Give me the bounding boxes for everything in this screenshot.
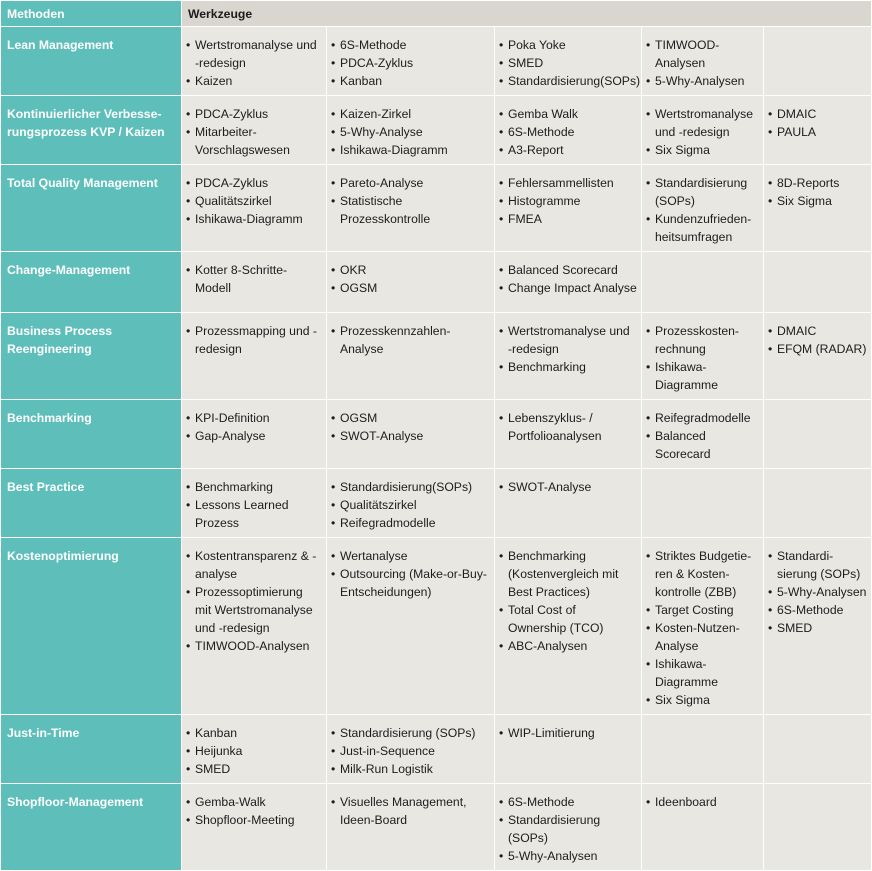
tool-cell (764, 715, 872, 784)
tool-cell (495, 715, 642, 784)
tool-item: • 5-Why-Analysen (646, 72, 759, 90)
tool-item: • Wertstromanalyse und -redesign (186, 36, 322, 72)
tool-item: • DMAIC (768, 105, 867, 123)
tool-cell (182, 27, 327, 96)
tool-list (186, 322, 322, 358)
tool-cell (182, 252, 327, 313)
tool-cell (495, 27, 642, 96)
table-row (1, 252, 872, 313)
tool-item: • Kotter 8-Schritte-Modell (186, 261, 322, 297)
tool-item: • Just-in-Sequence (331, 742, 490, 760)
tool-item: • Target Costing (646, 601, 759, 619)
tool-list (186, 174, 322, 228)
tool-cell (642, 27, 764, 96)
tool-item: • WIP-Limitierung (499, 724, 637, 742)
tool-item: • SMED (186, 760, 322, 778)
tool-cell (327, 784, 495, 871)
tool-list (331, 793, 490, 829)
tool-item: • OGSM (331, 409, 490, 427)
tool-list (331, 261, 490, 297)
method-cell: Business Process Reengineering (1, 313, 182, 400)
tool-item: • Histogramme (499, 192, 637, 210)
tool-item: • Kanban (186, 724, 322, 742)
tool-cell (327, 538, 495, 715)
tool-item: • Milk-Run Logistik (331, 760, 490, 778)
tool-list (646, 793, 759, 811)
tool-item: • 5-Why-Analysen (499, 847, 637, 865)
tool-list (646, 105, 759, 159)
tool-cell (642, 784, 764, 871)
tool-list (186, 105, 322, 159)
tool-item: • Ishikawa-Diagramm (331, 141, 490, 159)
tool-item: • Benchmarking (186, 478, 322, 496)
tool-cell (764, 27, 872, 96)
tool-list (768, 547, 867, 637)
tool-cell (764, 784, 872, 871)
table-row (1, 538, 872, 715)
tool-list (768, 322, 867, 358)
tool-item: • Six Sigma (646, 691, 759, 709)
tool-item: • Standardi-sierung (SOPs) (768, 547, 867, 583)
tool-cell (495, 313, 642, 400)
tool-list (646, 322, 759, 394)
tool-item: • Ishikawa-Diagramme (646, 358, 759, 394)
tool-item: • Kaizen-Zirkel (331, 105, 490, 123)
tool-list (499, 547, 637, 655)
tool-item: • Pareto-Analyse (331, 174, 490, 192)
table-body (1, 27, 872, 871)
tool-item: • Wertanalyse (331, 547, 490, 565)
table-row (1, 96, 872, 165)
tool-item: • PDCA-Zyklus (186, 105, 322, 123)
tool-cell (642, 715, 764, 784)
tool-list (331, 478, 490, 532)
tool-list (331, 322, 490, 358)
tool-item: • Prozesskennzahlen-Analyse (331, 322, 490, 358)
tool-item: • Shopfloor-Meeting (186, 811, 322, 829)
tool-item: • Fehlersammellisten (499, 174, 637, 192)
tool-item: • SWOT-Analyse (499, 478, 637, 496)
tool-item: • 6S-Methode (499, 793, 637, 811)
tool-item: • 6S-Methode (499, 123, 637, 141)
tool-list (646, 547, 759, 709)
tool-item: • Benchmarking (Kostenvergleich mit Best Practices) (499, 547, 637, 601)
method-cell: Shopfloor-Management (1, 784, 182, 871)
tool-list (186, 261, 322, 297)
tool-cell (764, 469, 872, 538)
tool-item: • FMEA (499, 210, 637, 228)
tool-item: • Standardisierung (SOPs) (499, 811, 637, 847)
tool-item: • Standardisierung (SOPs) (331, 724, 490, 742)
tool-item: • Total Cost of Ownership (TCO) (499, 601, 637, 637)
tool-cell (495, 400, 642, 469)
tool-cell (764, 252, 872, 313)
tool-cell (182, 469, 327, 538)
tool-cell (327, 715, 495, 784)
tool-cell (764, 538, 872, 715)
tool-item: • TIMWOOD-Analysen (186, 637, 322, 655)
tool-item: • Ishikawa-Diagramme (646, 655, 759, 691)
tool-list (186, 793, 322, 829)
tool-cell (327, 165, 495, 252)
tool-item: • Gemba-Walk (186, 793, 322, 811)
tool-item: • TIMWOOD-Analysen (646, 36, 759, 72)
tool-cell (642, 400, 764, 469)
tool-item: • 8D-Reports (768, 174, 867, 192)
tool-cell (764, 165, 872, 252)
tool-list (186, 36, 322, 90)
tool-item: • Statistische Prozesskontrolle (331, 192, 490, 228)
tool-cell (182, 96, 327, 165)
tool-item: • Kundenzufrieden-heitsumfragen (646, 210, 759, 246)
tool-item: • EFQM (RADAR) (768, 340, 867, 358)
tool-item: • 6S-Methode (768, 601, 867, 619)
tool-cell (327, 313, 495, 400)
tool-cell (495, 784, 642, 871)
tool-cell (642, 96, 764, 165)
tool-list (499, 409, 637, 445)
header-tools: Werkzeuge (182, 1, 872, 27)
tool-item: • Kosten-Nutzen-Analyse (646, 619, 759, 655)
tool-item: • PDCA-Zyklus (331, 54, 490, 72)
tool-cell (327, 252, 495, 313)
tool-list (646, 409, 759, 463)
tool-item: • Lessons Learned Prozess (186, 496, 322, 532)
tool-cell (327, 469, 495, 538)
tool-cell (642, 165, 764, 252)
table-row (1, 27, 872, 96)
tool-item: • Prozessoptimierung mit Wertstromanalyse und -redesign (186, 583, 322, 637)
tool-list (499, 174, 637, 228)
tool-item: • 5-Why-Analysen (768, 583, 867, 601)
header-row (1, 1, 872, 27)
tool-cell (182, 400, 327, 469)
tool-item: • Standardisierung (SOPs) (646, 174, 759, 210)
tool-item: • Poka Yoke (499, 36, 637, 54)
tool-item: • Standardisierung(SOPs) (499, 72, 637, 90)
tool-cell (327, 27, 495, 96)
method-cell: Total Quality Management (1, 165, 182, 252)
tool-cell (642, 469, 764, 538)
tool-item: • SMED (768, 619, 867, 637)
tool-item: • Prozessmapping und -redesign (186, 322, 322, 358)
method-cell: Just-in-Time (1, 715, 182, 784)
tool-item: • Six Sigma (646, 141, 759, 159)
tool-item: • PAULA (768, 123, 867, 141)
tool-item: • Mitarbeiter-Vorschlagswesen (186, 123, 322, 159)
tool-item: • Ishikawa-Diagramm (186, 210, 322, 228)
tool-list (499, 261, 637, 297)
tool-item: • Kaizen (186, 72, 322, 90)
tool-item: • 5-Why-Analyse (331, 123, 490, 141)
tool-cell (495, 469, 642, 538)
tool-item: • Qualitätszirkel (186, 192, 322, 210)
table-row (1, 715, 872, 784)
tool-list (331, 409, 490, 445)
tool-item: • Standardisierung(SOPs) (331, 478, 490, 496)
tool-item: • Gemba Walk (499, 105, 637, 123)
tool-item: • Lebenszyklus- / Portfolioanalysen (499, 409, 637, 445)
tool-list (331, 547, 490, 601)
tool-list (186, 409, 322, 445)
table-row (1, 313, 872, 400)
tool-item: • Reifegradmodelle (331, 514, 490, 532)
table-row (1, 400, 872, 469)
tool-item: • DMAIC (768, 322, 867, 340)
tool-cell (642, 313, 764, 400)
table-row (1, 165, 872, 252)
tool-list (331, 174, 490, 228)
tool-cell (182, 784, 327, 871)
tool-item: • Six Sigma (768, 192, 867, 210)
tool-item: • ABC-Analysen (499, 637, 637, 655)
tool-list (499, 724, 637, 742)
tool-list (499, 36, 641, 90)
tool-item: • Wertstromanalyse und -redesign (646, 105, 759, 141)
tool-item: • Balanced Scorecard (646, 427, 759, 463)
tool-cell (182, 313, 327, 400)
tool-list (499, 322, 637, 376)
tool-item: • Wertstromanalyse und -redesign (499, 322, 637, 358)
tool-cell (642, 252, 764, 313)
tool-item: • Ideenboard (646, 793, 759, 811)
method-cell: Lean Management (1, 27, 182, 96)
tool-list (331, 36, 490, 90)
table-row (1, 784, 872, 871)
table-row (1, 469, 872, 538)
header-methods: Methoden (1, 1, 182, 27)
tool-item: • Kostentransparenz & -analyse (186, 547, 322, 583)
tool-item: • A3-Report (499, 141, 637, 159)
tool-list (768, 105, 867, 141)
tool-cell (495, 165, 642, 252)
tool-item: • SMED (499, 54, 637, 72)
tool-cell (764, 96, 872, 165)
tool-item: • PDCA-Zyklus (186, 174, 322, 192)
tool-item: • Balanced Scorecard (499, 261, 637, 279)
tool-cell (182, 165, 327, 252)
tool-list (331, 724, 490, 778)
tool-list (499, 105, 637, 159)
tool-item: • Reifegradmodelle (646, 409, 759, 427)
tool-item: • Visuelles Management, Ideen-Board (331, 793, 490, 829)
tool-item: • Gap-Analyse (186, 427, 322, 445)
tool-cell (182, 538, 327, 715)
tool-item: • Qualitätszirkel (331, 496, 490, 514)
tool-list (331, 105, 490, 159)
method-cell: Best Practice (1, 469, 182, 538)
tool-item: • Striktes Budgetie-ren & Kosten-kontrolle (ZBB) (646, 547, 759, 601)
tool-cell (182, 715, 327, 784)
tool-item: • Change Impact Analyse (499, 279, 637, 297)
tool-list (186, 547, 322, 655)
tool-list (186, 724, 322, 778)
tool-item: • SWOT-Analyse (331, 427, 490, 445)
tool-list (646, 174, 759, 246)
tool-list (646, 36, 759, 90)
tool-list (499, 478, 637, 496)
tool-list (499, 793, 637, 865)
method-cell: Benchmarking (1, 400, 182, 469)
tool-item: • KPI-Definition (186, 409, 322, 427)
method-cell: Change-Management (1, 252, 182, 313)
method-cell: Kostenoptimierung (1, 538, 182, 715)
tool-item: • 6S-Methode (331, 36, 490, 54)
tool-item: • OGSM (331, 279, 490, 297)
tool-item: • Kanban (331, 72, 490, 90)
tool-cell (495, 252, 642, 313)
tool-cell (495, 96, 642, 165)
tool-item: • Prozesskosten-rechnung (646, 322, 759, 358)
tool-list (186, 478, 322, 532)
tool-item: • Outsourcing (Make-or-Buy-Entscheidungen) (331, 565, 490, 601)
tool-cell (642, 538, 764, 715)
tool-cell (327, 96, 495, 165)
tool-cell (764, 400, 872, 469)
method-cell: Kontinuierlicher Verbesse-rungsprozess KVP / Kaizen (1, 96, 182, 165)
tool-item: • Heijunka (186, 742, 322, 760)
tool-cell (495, 538, 642, 715)
tool-list (768, 174, 867, 210)
tool-item: • Benchmarking (499, 358, 637, 376)
tool-cell (327, 400, 495, 469)
tool-item: • OKR (331, 261, 490, 279)
tool-cell (764, 313, 872, 400)
